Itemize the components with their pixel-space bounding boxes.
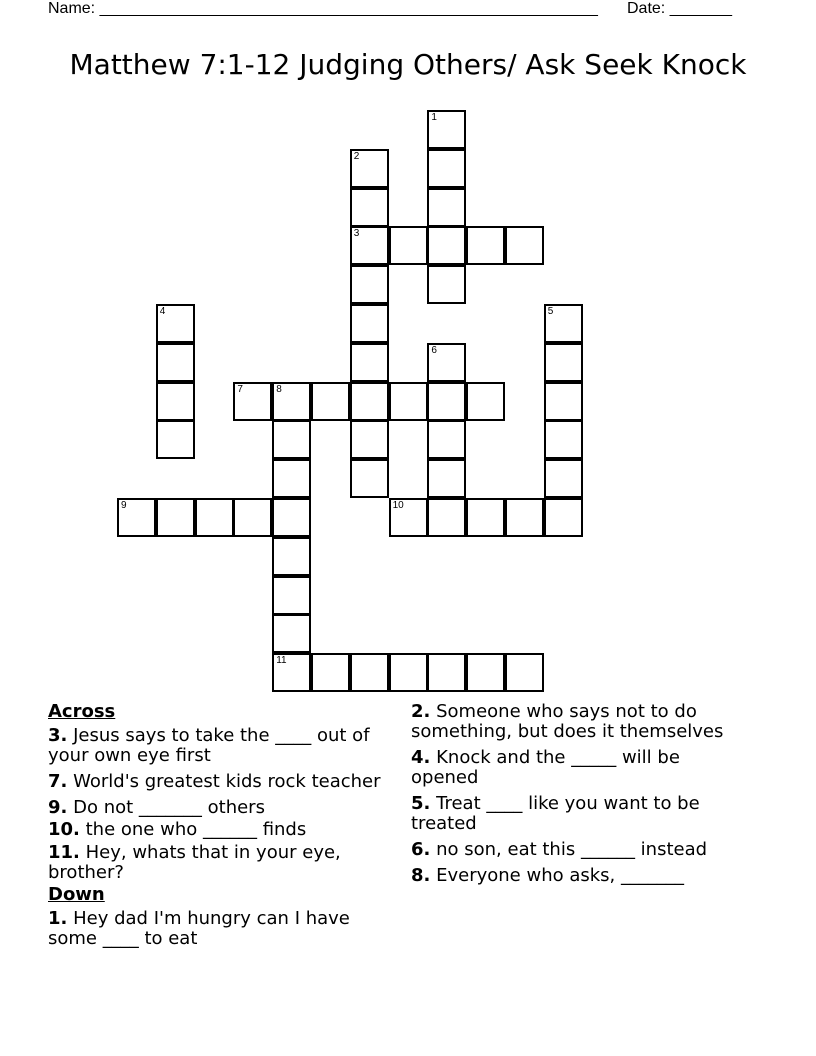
grid-cell[interactable] [350,653,389,692]
grid-cell[interactable] [466,653,505,692]
grid-cell[interactable] [544,304,583,343]
grid-cell[interactable] [272,576,311,615]
clue-number: 10 [392,500,404,511]
grid-cell[interactable] [544,382,583,421]
grid-cell[interactable] [427,110,466,149]
grid-cell[interactable] [505,226,544,265]
grid-cell[interactable] [427,498,466,537]
grid-cell[interactable] [272,653,311,692]
grid-cell[interactable] [117,498,156,537]
grid-cell[interactable] [272,382,311,421]
across-heading: Across [48,701,116,722]
grid-cell[interactable] [427,420,466,459]
grid-cell[interactable] [272,420,311,459]
grid-cell[interactable] [466,226,505,265]
grid-cell[interactable] [544,420,583,459]
grid-cell[interactable] [272,459,311,498]
clue-across-3: 3. Jesus says to take the ____ out of your own eye first [48,725,370,766]
clue-number: 2 [353,150,360,162]
clue-number: 6 [431,344,437,356]
name-field: Name: ________________________________________________________ [48,0,598,17]
clue-down-4: 4. Knock and the _____ will be opened [411,747,680,788]
grid-cell[interactable] [466,498,505,537]
page-title: Matthew 7:1-12 Judging Others/ Ask Seek Knock [69,48,747,81]
grid-cell[interactable] [311,653,350,692]
grid-cell[interactable] [427,653,466,692]
clue-down-8: 8. Everyone who asks, _______ [411,865,684,886]
grid-cell[interactable] [350,149,389,188]
clue-across-7: 7. World's greatest kids rock teacher [48,771,381,792]
down-heading: Down [48,884,105,905]
clue-number: 7 [237,383,243,395]
clue-down-2: 2. Someone who says not to do something, but does it themselves [411,701,724,742]
grid-cell[interactable] [272,498,311,537]
clue-number: 9 [121,500,127,511]
grid-cell[interactable] [544,498,583,537]
clues-left-column [48,702,393,955]
grid-cell[interactable] [350,420,389,459]
clue-across-10: 10. the one who ______ finds [48,819,307,840]
grid-cell[interactable] [427,265,466,304]
grid-cell[interactable] [233,498,272,537]
grid-cell[interactable] [427,343,466,382]
clue-number: 3 [353,228,360,240]
grid-cell[interactable] [156,343,195,382]
grid-cell[interactable] [233,382,272,421]
grid-cell[interactable] [156,382,195,421]
grid-cell[interactable] [389,498,428,537]
grid-cell[interactable] [350,226,389,265]
grid-cell[interactable] [350,304,389,343]
grid-cell[interactable] [544,343,583,382]
grid-cell[interactable] [272,614,311,653]
grid-cell[interactable] [389,382,428,421]
grid-cell[interactable] [466,382,505,421]
clue-number: 4 [159,306,166,317]
grid-cell[interactable] [350,382,389,421]
grid-cell[interactable] [350,343,389,382]
clue-down-1: 1. Hey dad I'm hungry can I have some ____ to eat [48,908,350,949]
clue-number: 5 [547,306,554,317]
clue-across-11: 11. Hey, whats that in your eye, brother? [48,842,341,883]
grid-cell[interactable] [350,265,389,304]
grid-cell[interactable] [350,459,389,498]
grid-cell[interactable] [544,459,583,498]
clue-down-5: 5. Treat ____ like you want to be treated [411,793,700,834]
clue-number: 8 [276,383,282,395]
clue-across-9: 9. Do not _______ others [48,797,265,818]
grid-cell[interactable] [156,304,195,343]
grid-cell[interactable] [427,149,466,188]
grid-cell[interactable] [156,420,195,459]
grid-cell[interactable] [427,188,466,227]
grid-cell[interactable] [389,653,428,692]
clue-number: 1 [431,112,437,123]
grid-cell[interactable] [311,382,350,421]
clue-down-6: 6. no son, eat this ______ instead [411,839,708,860]
grid-cell[interactable] [350,188,389,227]
grid-cell[interactable] [427,226,466,265]
grid-cell[interactable] [389,226,428,265]
grid-cell[interactable] [195,498,234,537]
grid-cell[interactable] [427,382,466,421]
clue-number: 11 [276,655,287,667]
grid-cell[interactable] [156,498,195,537]
date-field: Date: _______ [627,0,732,17]
grid-cell[interactable] [427,459,466,498]
grid-cell[interactable] [505,653,544,692]
grid-cell[interactable] [505,498,544,537]
grid-cell[interactable] [272,537,311,576]
clues-right-column [411,702,741,892]
